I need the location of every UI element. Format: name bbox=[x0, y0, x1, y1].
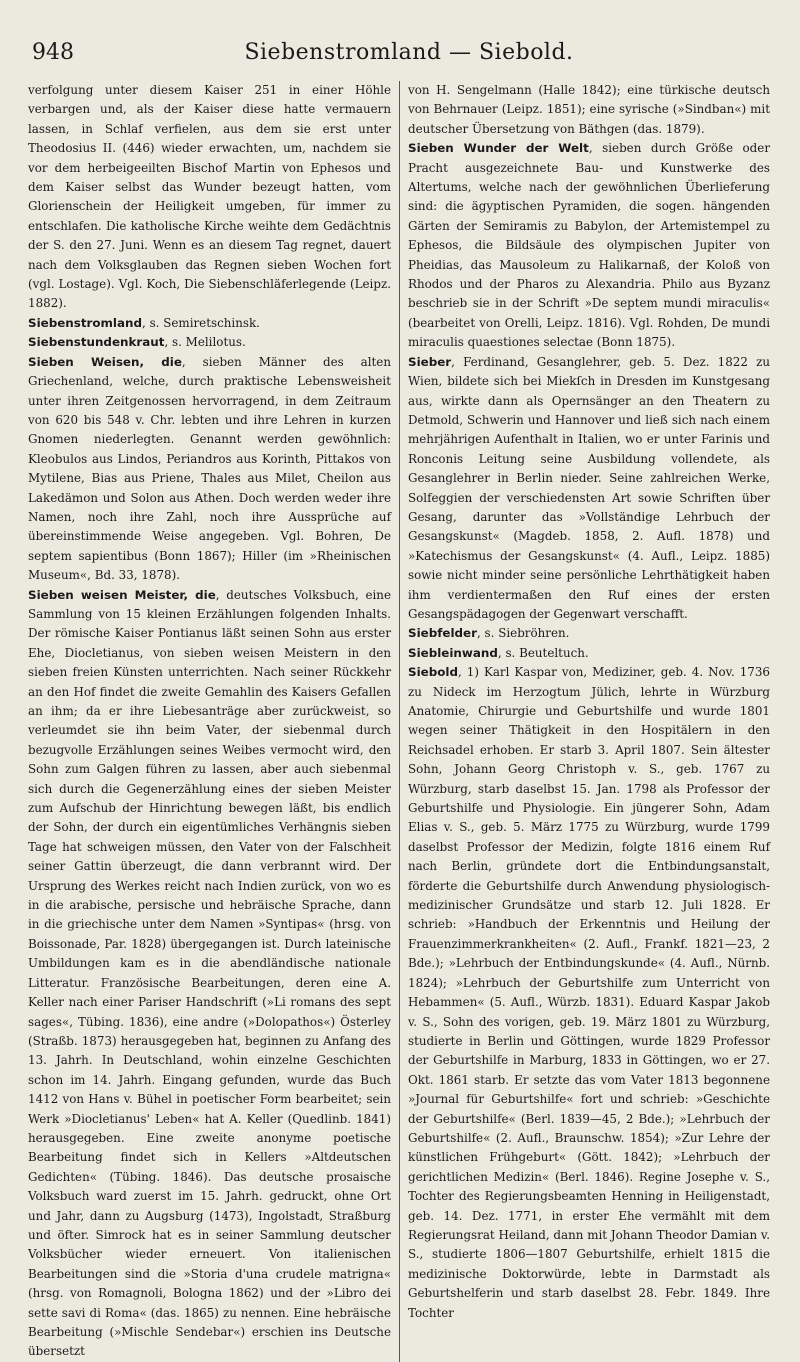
entry-text: , s. Semiretschinsk. bbox=[142, 315, 260, 330]
entry-headword: Sieben weisen Meister, die bbox=[28, 587, 216, 602]
entry-text: , Ferdinand, Gesanglehrer, geb. 5. Dez. 1822 zu Wien, bildete sich bei Miekſch in Dresden im Kunstgesang aus, wirkte dann als Opernsänger an den Theatern zu Detmold, Schwerin und Hannover und ließ sich nach einem mehrjährigen Aufenthalt in Italien, wo er unter Farinis und Ronconis Leitung seine Ausbildung vollendete, als Gesanglehrer in Berlin nieder. Seine zahlreichen Werke, Solfeggien der verschiedensten Art sowie Schriften über Gesang, darunter das »Vollständige Lehrbuch der Gesangskunst« (Magdeb. 1858, 2. Aufl. 1878) und »Katechismus der Gesangskunst« (4. Aufl., Leipz. 1885) sowie nicht minder seine persönliche Lehrthätigkeit haben ihm verdientermaßen den Ruf eines der ersten Gesangspädagogen der Gegenwart verschafft. bbox=[408, 354, 770, 621]
dictionary-entry bbox=[28, 81, 391, 314]
entry-text: , sieben Männer des alten Griechenland, welche, durch praktische Lebensweisheit unter ihren Zeitgenossen hervorragend, in dem Zeitraum von 620 bis 548 v. Chr. lebten und ihre Lehren in kurzen Gnomen niederlegten. Genannt werden gewöhnlich: Kleobulos aus Lindos, Periandros aus Korinth, Pittakos von Mytilene, Bias aus Priene, Thales aus Milet, Cheilon aus Lakedämon und Solon aus Athen. Doch werden weder ihre Namen, noch ihre Zahl, noch ihre Aussprüche auf übereinstimmende Weise angegeben. Vgl. Bohren, De septem sapientibus (Bonn 1867); Hiller (im »Rheinischen Museum«, Bd. 33, 1878). bbox=[28, 354, 391, 583]
dictionary-entry bbox=[28, 314, 391, 333]
dictionary-entry bbox=[28, 333, 391, 352]
entry-headword: Siebenstromland bbox=[28, 315, 143, 330]
dictionary-entry bbox=[408, 663, 770, 1323]
entry-headword: Sieben Weisen, die bbox=[28, 354, 182, 369]
dictionary-entry bbox=[408, 644, 770, 663]
left-column bbox=[28, 81, 399, 1362]
entry-headword: Siebold bbox=[408, 665, 458, 680]
entry-text: von H. Sengelmann (Halle 1842); eine türkische deutsch von Behrnauer (Leipz. 1851); eine syrische (»Sindban«) mit deutscher Übersetzung von Bäthgen (das. 1879). bbox=[408, 83, 770, 136]
dictionary-entry bbox=[28, 353, 391, 586]
dictionary-entry bbox=[408, 139, 770, 352]
entry-headword: Siebleinwand bbox=[408, 645, 498, 660]
entry-headword: Sieber bbox=[408, 354, 452, 369]
entry-headword: Siebfelder bbox=[408, 626, 477, 641]
right-column bbox=[399, 81, 770, 1362]
text-columns bbox=[28, 81, 778, 1362]
dictionary-entry bbox=[28, 586, 391, 1362]
running-title: Siebenstromland — Siebold. bbox=[244, 40, 574, 65]
entry-text: , s. Melilotus. bbox=[164, 335, 246, 350]
dictionary-entry bbox=[408, 624, 770, 643]
entry-text: , deutsches Volksbuch, eine Sammlung von 15 kleinen Erzählungen folgenden Inhalts. Der römische Kaiser Pontianus läßt seinen Sohn aus erster Ehe, Diocletianus, von sieben weisen Meistern in den sieben freien Künsten unterrichten. Nach seiner Rückkehr an den Hof findet die zweite Gemahlin des Kaisers Gefallen an ihm; da er ihre Liebesanträge aber zurückweist, so verleumdet sie ihn beim Vater, der siebenmal durch bezugvolle Erzählungen seines Weibes vermocht wird, den Sohn zum Galgen führen zu lassen, aber auch siebenmal sich durch die Gegenerzählung eines der sieben Meister zum Aufschub der Hinrichtung bewegen läßt, bis endlich der Sohn, der durch ein eigentümliches Verhängnis sieben Tage hat schweigen müssen, den Vater von der Falschheit seiner Gattin überzeugt, die dann verbrannt wird. Der Ursprung des Werkes reicht nach Indien zurück, von wo es in die arabische, persische und hebräische Sprache, dann in die griechische unter dem Namen »Syntipas« (hrsg. von Boissonade, Par. 1828) übergegangen ist. Durch lateinische Umbildungen kam es in die abendländische nationale Litteratur. Französische Bearbeitungen, deren eine A. Keller nach einer Pariser Handschrift (»Li romans des sept sages«, Tübing. 1836), eine andre (»Dolopathos«) Österley (Straßb. 1873) herausgegeben hat, beginnen zu Anfang des 13. Jahrh. In Deutschland, wohin einzelne Geschichten schon im 14. Jahrh. Eingang gefunden, wurde das Buch 1412 von Hans v. Bühel in poetischer Form bearbeitet; sein Werk »Diocletianus' Leben« hat A. Keller (Quedlinb. 1841) herausgegeben. Eine zweite anonyme poetische Bearbeitung findet sich in Kellers »Altdeutschen Gedichten« (Tübing. 1846). Das deutsche prosaische Volksbuch ward zuerst im 15. Jahrh. gedruckt, ohne Ort und Jahr, dann zu Augsburg (1473), Ingolstadt, Straßburg und öfter. Simrock hat es in seiner Sammlung deutscher Volksbücher wieder erneuert. Von italienischen Bearbeitungen sind die »Storia d'una crudele matrigna« (hrsg. von Romagnoli, Bologna 1862) und der »Libro dei sette savi di Roma« (das. 1865) zu nennen. Eine hebräische Bearbeitung (»Mischle Sendebar«) erschien ins Deutsche übersetzt bbox=[28, 587, 391, 1359]
entry-text: , s. Beuteltuch. bbox=[497, 645, 589, 660]
entry-text: , s. Siebröhren. bbox=[476, 626, 570, 641]
entry-text: verfolgung unter diesem Kaiser 251 in einer Höhle verbargen und, als der Kaiser diese hatte vermauern lassen, in Schlaf verfielen, aus dem sie erst unter Theodosius II. (446) wieder erwachten, um, nachdem sie vor dem herbeigeeilten Bischof Martin von Ephesos und dem Kaiser selbst das Wunder bezeugt hatten, vom Glorienschein der Heiligkeit umgeben, für immer zu entschlafen. Die katholische Kirche weihte dem Gedächtnis der S. den 27. Juni. Wenn es an diesem Tag regnet, dauert nach dem Volksglauben das Regnen sieben Wochen fort (vgl. Lostage). Vgl. Koch, Die Siebenschläferlegende (Leipz. 1882). bbox=[28, 83, 391, 311]
entry-text: , sieben durch Größe oder Pracht ausgezeichnete Bau- und Kunstwerke des Altertums, welche nach der gewöhnlichen Überlieferung sind: die ägyptischen Pyramiden, die sogen. hängenden Gärten der Semiramis zu Babylon, der Artemistempel zu Ephesos, die Bildsäule des olympischen Jupiter von Pheidias, das Mausoleum zu Halikarnaß, der Koloß von Rhodos und der Pharos zu Alexandria. Philo aus Byzanz beschrieb sie in der Schrift »De septem mundi miraculis« (bearbeitet von Orelli, Leipz. 1816). Vgl. Rohden, De mundi miraculis quaestiones selectae (Bonn 1875). bbox=[408, 141, 771, 350]
entry-headword: Siebenstundenkraut bbox=[28, 335, 165, 350]
entry-headword: Sieben Wunder der Welt bbox=[408, 141, 589, 156]
dictionary-entry bbox=[408, 81, 770, 139]
dictionary-entry bbox=[408, 353, 770, 625]
page-number: 948 bbox=[32, 40, 74, 65]
page-header bbox=[28, 40, 778, 71]
entry-text: , 1) Karl Kaspar von, Mediziner, geb. 4. Nov. 1736 zu Nideck im Herzogtum Jülich, lehrte in Würzburg Anatomie, Chirurgie und Geburtshilfe und wurde 1801 wegen seiner Thätigkeit in den Hospitälern in den Reichsadel erhoben. Er starb 3. April 1807. Sein ältester Sohn, Johann Georg Christoph v. S., geb. 1767 zu Würzburg, starb daselbst 15. Jan. 1798 als Professor der Geburtshilfe und Physiologie. Ein jüngerer Sohn, Adam Elias v. S., geb. 5. März 1775 zu Würzburg, wurde 1799 daselbst Professor der Medizin, folgte 1816 einem Ruf nach Berlin, gründete dort die Entbindungsanstalt, förderte die Geburtshilfe durch Anwendung physiologisch-medizinischer Grundsätze und starb 12. Juli 1828. Er schrieb: »Handbuch der Erkenntnis und Heilung der Frauenzimmerkrankheiten« (2. Aufl., Frankf. 1821—23, 2 Bde.); »Lehrbuch der Entbindungskunde« (4. Aufl., Nürnb. 1824); »Lehrbuch der Geburtshilfe zum Unterricht von Hebammen« (5. Aufl., Würzb. 1831). Eduard Kaspar Jakob v. S., Sohn des vorigen, geb. 19. März 1801 zu Würzburg, studierte in Berlin und Göttingen, wurde 1829 Professor der Geburtshilfe in Marburg, 1833 in Göttingen, wo er 27. Okt. 1861 starb. Er setzte das vom Vater 1813 begonnene »Journal für Geburtshilfe« fort und schrieb: »Geschichte der Geburtshilfe« (Berl. 1839—45, 2 Bde.); »Lehrbuch der Geburtshilfe« (2. Aufl., Braunschw. 1854); »Zur Lehre der künstlichen Frühgeburt« (Gött. 1842); »Lehrbuch der gerichtlichen Medizin« (Berl. 1846). Regine Josephe v. S., Tochter des Regierungsbeamten Henning in Heiligenstadt, geb. 14. Dez. 1771, in erster Ehe vermählt mit dem Regierungsrat Heiland, dann mit Johann Theodor Damian v. S., studierte 1806—1807 Geburtshilfe, erhielt 1815 die medizinische Doktorwürde, lebte in Darmstadt als Geburtshelferin und starb daselbst 28. Febr. 1849. Ihre Tochter bbox=[408, 665, 770, 1320]
